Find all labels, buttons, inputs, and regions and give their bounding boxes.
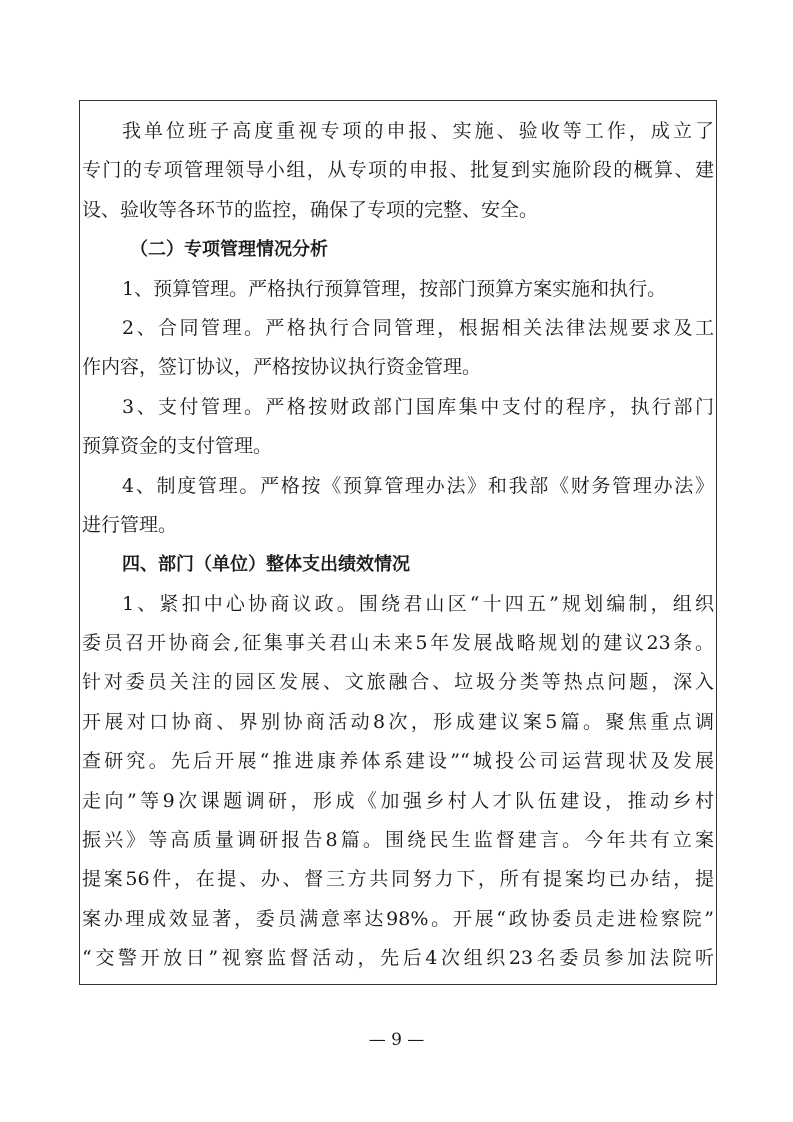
text-line: 预算资金的支付管理。 [82, 435, 273, 458]
text-line: 3、支付管理。严格按财政部门国库集中支付的程序，执行部门 [122, 395, 714, 418]
text-line: 查研究。先后开展“推进康养体系建设”“城投公司运营现状及发展 [82, 750, 714, 773]
text-line: 针对委员关注的园区发展、文旅融合、垃圾分类等热点问题，深入 [82, 671, 714, 694]
text-line: 振兴》等高质量调研报告8篇。围绕民生监督建言。今年共有立案 [82, 829, 714, 852]
document-body [82, 112, 714, 979]
text-line: 2、合同管理。严格执行合同管理，根据相关法律法规要求及工 [122, 316, 714, 339]
text-line: “交警开放日”视察监督活动，先后4次组织23名委员参加法院听 [82, 947, 714, 970]
text-line: 1、紧扣中心协商议政。围绕君山区“十四五”规划编制，组织 [122, 592, 714, 615]
text-line: 4、制度管理。严格按《预算管理办法》和我部《财务管理办法》 [122, 474, 714, 497]
text-line: 专门的专项管理领导小组，从专项的申报、批复到实施阶段的概算、建 [82, 159, 714, 182]
text-line: 委员召开协商会,征集事关君山未来5年发展战略规划的建议23条。 [82, 632, 714, 655]
section-heading: 四、部门（单位）整体支出绩效情况 [122, 554, 410, 576]
text-line: 我单位班子高度重视专项的申报、实施、验收等工作，成立了 [122, 120, 714, 142]
text-line: 走向”等9次课题调研，形成《加强乡村人才队伍建设，推动乡村 [82, 789, 714, 812]
section-heading: （二）专项管理情况分析 [130, 239, 328, 261]
text-line: 1、预算管理。严格执行预算管理，按部门预算方案实施和执行。 [122, 277, 667, 300]
text-line: 开展对口协商、界别协商活动8次，形成建议案5篇。聚焦重点调 [82, 710, 714, 733]
text-line: 设、验收等各环节的监控，确保了专项的完整、安全。 [82, 198, 539, 221]
text-line: 进行管理。 [82, 513, 178, 536]
text-line: 提案56件，在提、办、督三方共同努力下，所有提案均已办结，提 [82, 868, 714, 891]
text-line: 作内容，签订协议，严格按协议执行资金管理。 [82, 356, 482, 379]
text-line: 案办理成效显著，委员满意率达98%。开展“政协委员走进检察院” [82, 907, 714, 930]
page-number: — 9 — [368, 1030, 425, 1050]
